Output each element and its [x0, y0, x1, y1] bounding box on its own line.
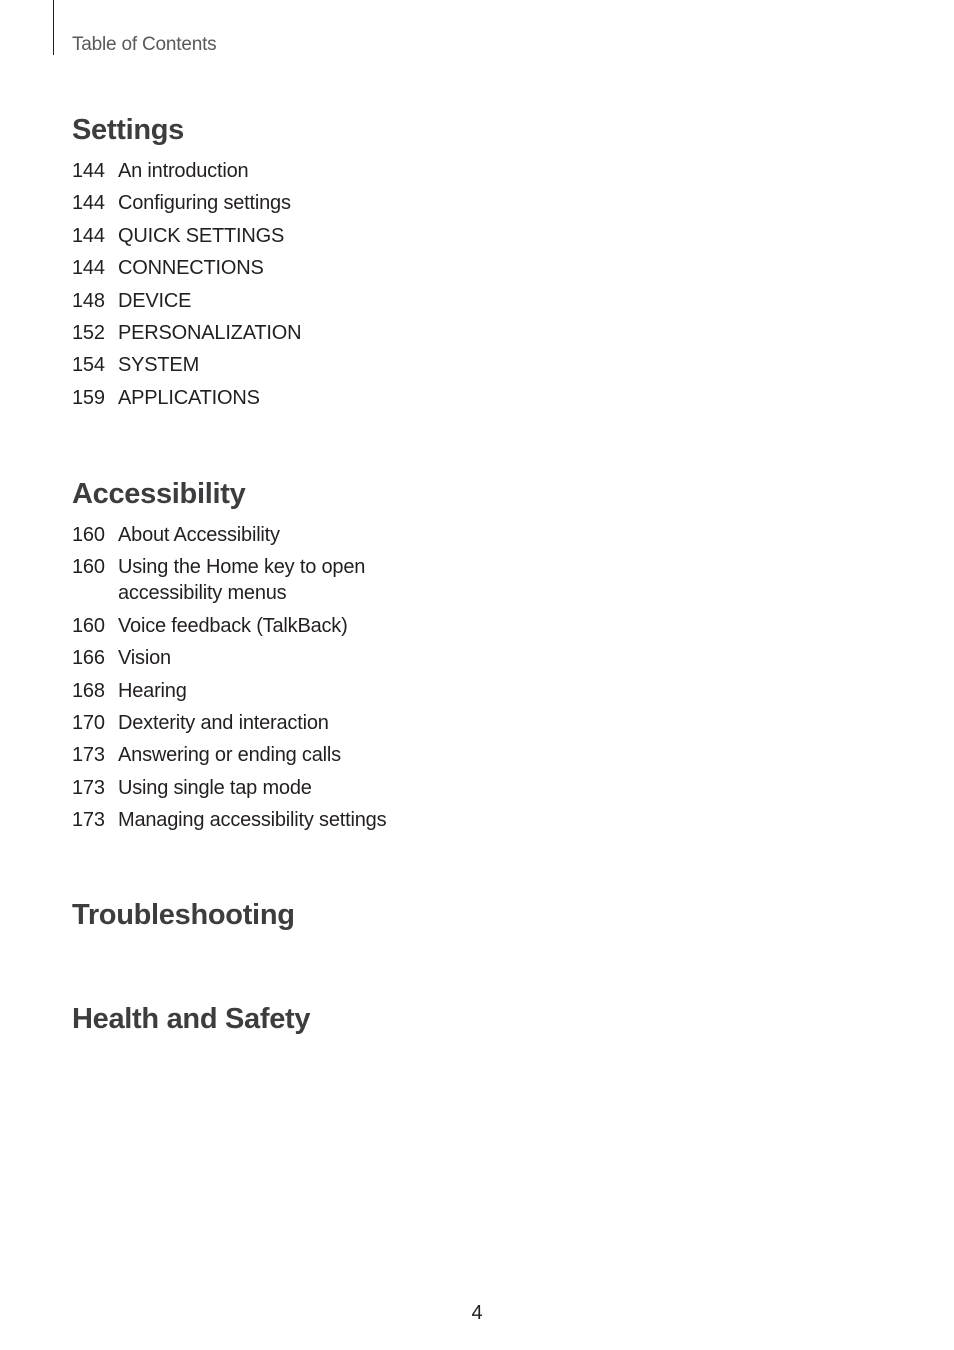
- toc-page-number: 166: [72, 647, 105, 670]
- toc-entry[interactable]: [72, 223, 672, 249]
- toc-page-number: 173: [72, 744, 105, 767]
- toc-entry-label: Using the Home key to open accessibility menus: [118, 556, 366, 605]
- toc-entry[interactable]: [72, 385, 672, 411]
- toc-entry-label: Hearing: [118, 679, 187, 702]
- section-title: Accessibility: [72, 478, 246, 510]
- toc-entry-label: An introduction: [118, 160, 249, 182]
- section-title[interactable]: Troubleshooting: [72, 899, 295, 931]
- toc-entry-label: About Accessibility: [118, 524, 280, 546]
- toc-entry-label: CONNECTIONS: [118, 257, 264, 280]
- toc-entry[interactable]: [72, 255, 672, 281]
- toc-entry-label: QUICK SETTINGS: [118, 224, 285, 247]
- toc-entry-label: Vision: [118, 647, 171, 670]
- section-title: Settings: [72, 114, 184, 146]
- toc-entry-label: Using single tap mode: [118, 776, 312, 799]
- toc-entry-label: PERSONALIZATION: [118, 321, 302, 344]
- section-title[interactable]: Health and Safety: [72, 1003, 311, 1035]
- toc-page-number: 152: [72, 321, 105, 344]
- toc-entry[interactable]: [72, 710, 672, 736]
- toc-entry[interactable]: [72, 522, 672, 548]
- toc-entry[interactable]: [72, 554, 672, 606]
- toc-entry-label: Managing accessibility settings: [118, 809, 387, 832]
- toc-page-number: 144: [72, 257, 105, 280]
- toc-entry[interactable]: [72, 742, 672, 768]
- toc-page-number: 170: [72, 711, 105, 734]
- toc-entry-label: Dexterity and interaction: [118, 711, 329, 734]
- toc-entry[interactable]: [72, 190, 672, 216]
- toc-page-number: 168: [72, 679, 105, 702]
- toc-section-settings: [72, 112, 672, 417]
- toc-entry[interactable]: [72, 613, 672, 639]
- page-number: 4: [471, 1302, 483, 1324]
- toc-entry[interactable]: [72, 678, 672, 704]
- toc-entry-label: DEVICE: [118, 289, 192, 312]
- toc-page-number: 159: [72, 386, 105, 409]
- toc-entry[interactable]: [72, 288, 672, 314]
- toc-page-number: 160: [72, 614, 105, 637]
- toc-entry[interactable]: [72, 320, 672, 346]
- toc-entry-label: Configuring settings: [118, 192, 291, 215]
- toc-entry[interactable]: [72, 775, 672, 801]
- toc-page-number: 154: [72, 354, 105, 377]
- toc-page-number: 144: [72, 160, 105, 182]
- toc-entry-label: Voice feedback (TalkBack): [118, 614, 348, 637]
- page-edge-rule: [53, 0, 54, 55]
- toc-entry[interactable]: [72, 807, 672, 833]
- toc-entry[interactable]: [72, 352, 672, 378]
- toc-entry-label: APPLICATIONS: [118, 386, 260, 409]
- toc-page-number: 144: [72, 192, 105, 215]
- toc-entry-label: Answering or ending calls: [118, 744, 341, 767]
- running-header: Table of Contents: [72, 34, 217, 55]
- toc-section-troubleshooting: [72, 897, 672, 933]
- toc-list: [72, 522, 672, 833]
- toc-entry[interactable]: [72, 158, 672, 184]
- toc-page-number: 160: [72, 556, 105, 579]
- toc-list: [72, 158, 672, 411]
- toc-entry[interactable]: [72, 645, 672, 671]
- toc-page-number: 148: [72, 289, 105, 312]
- toc-entry-label: SYSTEM: [118, 354, 200, 377]
- toc-page-number: 144: [72, 224, 105, 247]
- toc-page-number: 173: [72, 809, 105, 832]
- toc-page-number: 173: [72, 776, 105, 799]
- toc-page-number: 160: [72, 524, 105, 546]
- toc-section-accessibility: [72, 476, 672, 840]
- toc-section-health-and-safety: [72, 1001, 672, 1037]
